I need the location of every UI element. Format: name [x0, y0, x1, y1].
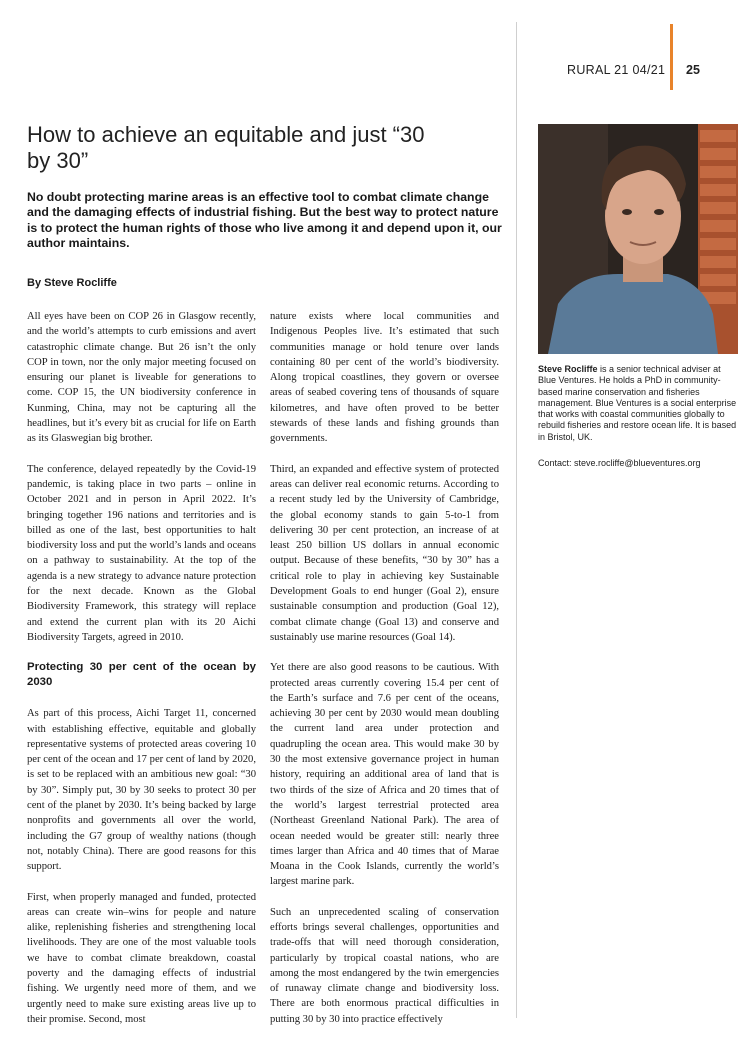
paragraph: Third, an expanded and effective system of protected areas can deliver real economic returns. According to a recent study led by the University of Cambridge, the global economy stands to gain 5-to-1 from delivering 30 per cent protection, an increase of at least 250 billion US dollars in annual economic output. Because of these benefits, “30 by 30” has a critical role to play in achieving key Sustainable Development Goals to end hunger (Goal 2), ensure sustainable consumption and production (Goal 12), combat climate change (Goal 13) and conserve and sustainably use marine resources (Goal 14).: [270, 463, 499, 643]
byline: By Steve Rocliffe: [27, 277, 117, 289]
column-divider-rule: [516, 22, 517, 1018]
article-column-1: [27, 309, 256, 1042]
paragraph: All eyes have been on COP 26 in Glasgow recently, and the world’s attempts to curb emissions and avert catastrophic climate change. But 26 isn’t the only COP in town, nor the only major meeting focused on ensuring our planet is liveable for generations to come. COP 15, the UN biodiversity conference in Kunming, China, may not be capturing all the headlines, but it’s every bit as crucial for life on Earth as its Glaswegian big brother.: [27, 311, 256, 445]
paragraph: Yet there are also good reasons to be cautious. With protected areas currently covering 15.4 per cent of the Earth’s surface and 7.6 per cent of the oceans, achieving 30 per cent by 2030 would mean doubling the current land area under protection and quadrupling the ocean area. This would make 30 by 30 the most extensive governance project in human history, requiring an additional area of land that is two thirds of the size of Africa and 20 times that of the world’s largest terrestrial protected area (Northeast Greenland National Park). The area of ocean needed would be greater still: nearly three times larger than Africa and 40 times that of Marae Moana in the Cook Islands, currently the world’s largest marine park.: [270, 662, 499, 888]
section-heading: Protecting 30 per cent of the ocean by 2030: [27, 661, 256, 689]
paragraph: First, when properly managed and funded, protected areas can create win–wins for people and nature alike, replenishing fisheries and strengthening local livelihoods. They are one of the most valuable tools we have to combat climate breakdown, coastal poverty and the damaging effects of industrial fishing. We urgently need more of them, and we urgently need to make sure existing areas live up to their promise. Second, most: [27, 891, 256, 1025]
author-caption: [538, 364, 738, 443]
paragraph: The conference, delayed repeatedly by the Covid-19 pandemic, is taking place in two parts – online in October 2021 and in person in April 2022. It’s bringing together 196 nations and territories and is billed as one of the last, best opportunities to halt biodiversity loss and put the world’s lands and oceans on a pathway to sustainability. At the top of the agenda is a new strategy to advance nature protection for the next decade. Known as the Global Biodiversity Framework, this strategy will replace and extend the current plan with its 20 Aichi Biodiversity Targets, agreed in 2010.: [27, 463, 256, 643]
author-bio: is a senior technical adviser at Blue Ventures. He holds a PhD in community-based marine conservation and fisheries management. Blue Ventures is a social enterprise that works with coastal communities globally to rebuild fisheries and restore ocean life. It is based in Bristol, UK.: [538, 364, 737, 442]
paragraph: As part of this process, Aichi Target 11, concerned with establishing effective, equitable and globally representative systems of protected areas covering 10 per cent of the ocean and 17 per cent of land by 2020, is set to be replaced with an ambitious new goal: “30 by 30”. Simply put, 30 by 30 seeks to protect 30 per cent of the planet by 2030. It’s being backed by large nonprofits and governments all over the world, including the G7 group of wealthy nations (though not, notably China). There are good reasons for this support.: [27, 708, 256, 873]
issue-label: RURAL 21 04/21: [567, 63, 666, 77]
paragraph: nature exists where local communities and Indigenous Peoples live. It’s estimated that such communities manage or hold tenure over lands containing 80 per cent of the world’s biodiversity. Along tropical coastlines, they govern or oversee areas of seabed covering tens of thousands of square kilometres, and have often proved to be better stewards of these lands and fishing grounds than governments.: [270, 311, 499, 445]
header-accent-bar: [670, 24, 673, 90]
author-contact: Contact: steve.rocliffe@blueventures.org: [538, 458, 701, 468]
article-title: How to achieve an equitable and just “30 by 30”: [27, 122, 425, 173]
paragraph: Such an unprecedented scaling of conservation efforts brings several challenges, opportunities and trade-offs that will need thorough consideration, particularly by tropical coastal nations, who are among the most endangered by the twin emergencies of runaway climate change and biodiversity loss. There are both enormous practical difficulties in putting 30 by 30 into practice effectively: [270, 906, 499, 1025]
author-name: Steve Rocliffe: [538, 364, 598, 374]
article-lead: No doubt protecting marine areas is an effective tool to combat climate change and the damaging effects of industrial fishing. But the best way to protect nature is to protect the human rights of those who live among it and depend upon it, our author maintains.: [27, 190, 502, 251]
article-column-2: [270, 309, 499, 1042]
author-photo: [538, 124, 738, 354]
page-number: 25: [686, 63, 700, 77]
